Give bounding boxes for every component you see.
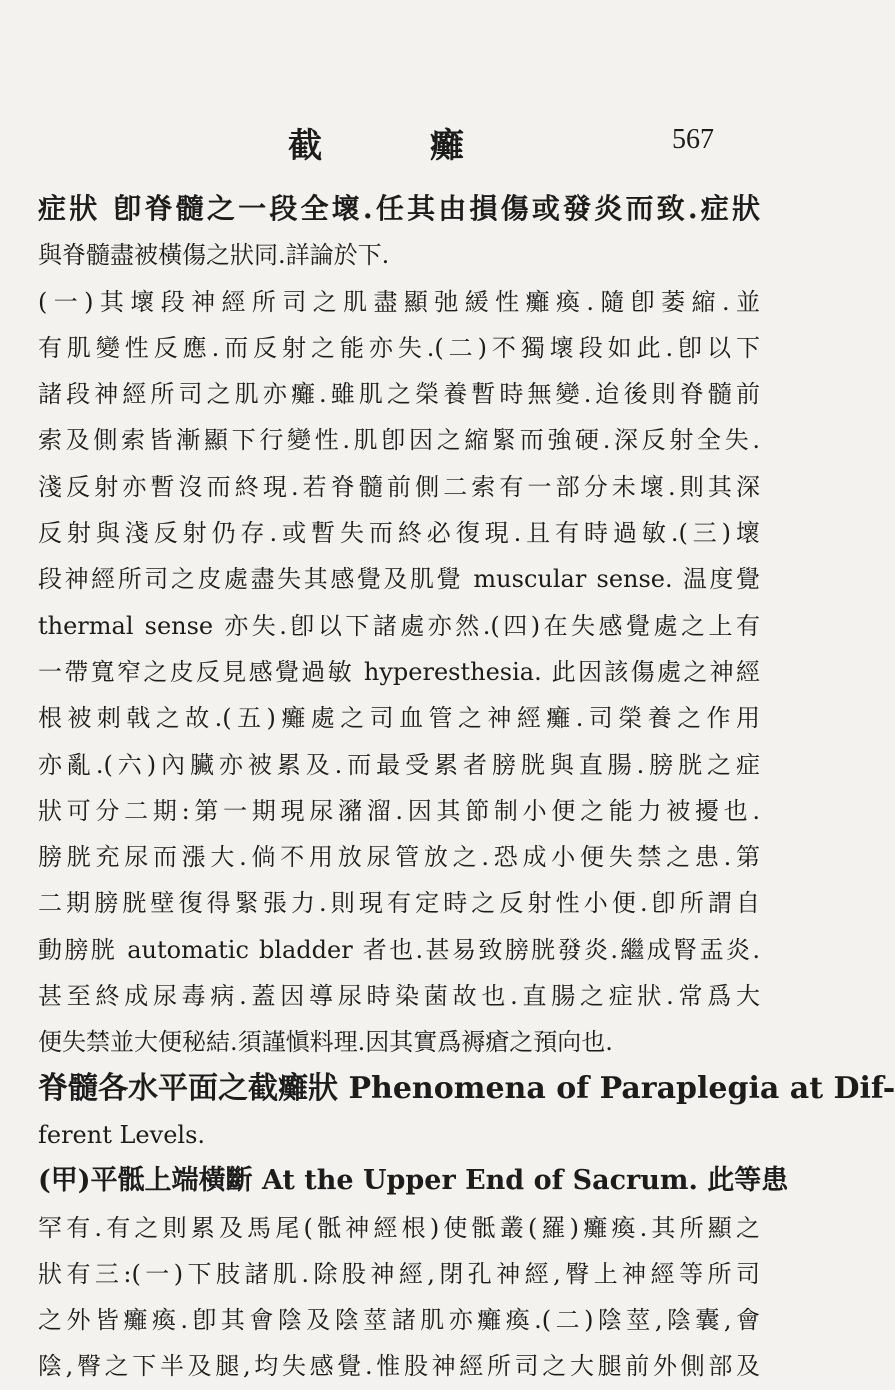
term: 症狀 卽脊髓之一段全壞.任其由損傷或發炎而致.症狀 <box>38 192 760 225</box>
text-line: 陰,臀之下半及腿,均失感覺.惟股神經所司之大腿前外側部及 <box>38 1352 760 1381</box>
text-line <box>38 186 760 232</box>
text-line: thermal sense 亦失.卽以下諸處亦然.(四)在失感覺處之上有 <box>38 611 760 640</box>
text-line: 動膀胱 automatic bladder 者也.甚易致膀胱發炎.繼成腎盂炎. <box>38 935 760 964</box>
body-text <box>38 186 895 1390</box>
text-line: 根被刺戟之故.(五)癱處之司血管之神經癱.司榮養之作用 <box>38 704 760 733</box>
section-heading-cont: ferent Levels. <box>38 1120 206 1149</box>
text-line: 甚至終成尿毒病.蓋因導尿時染菌故也.直腸之症狀.常爲大 <box>38 982 760 1011</box>
text-line: (一)其壞段神經所司之肌盡顯弛緩性癱瘓.隨卽萎縮.並 <box>38 287 760 316</box>
text-line: 亦亂.(六)內臟亦被累及.而最受累者膀胱與直腸.膀胱之症 <box>38 750 760 779</box>
text-line: 索及側索皆漸顯下行變性.肌卽因之縮緊而強硬.深反射全失. <box>38 426 760 455</box>
subhead-text: (甲)平骶上端橫斷 At the Upper End of Sacrum. 此等患 <box>38 1165 789 1197</box>
section-heading: 脊髓各水平面之截癱狀 Phenomena of Paraplegia at Dif- <box>38 1070 895 1106</box>
text-line: 狀有三:(一)下肢諸肌.除股神經,閉孔神經,臀上神經等所司 <box>38 1259 760 1288</box>
text-line: 便失禁並大便秘結.須謹愼料理.因其實爲褥瘡之預向也. <box>38 1028 613 1057</box>
page-number: 567 <box>672 124 714 155</box>
text-line: 反射與淺反射仍存.或暫失而終必復現.且有時過敏.(三)壞 <box>38 519 760 548</box>
subsection-heading <box>38 1158 789 1204</box>
text-line: 一帶寬窄之皮反見感覺過敏 hyperesthesia. 此因該傷處之神經 <box>38 657 760 686</box>
text-line: 與脊髓盡被橫傷之狀同.詳論於下. <box>38 241 390 270</box>
text-line: 淺反射亦暫沒而終現.若脊髓前側二索有一部分未壞.則其深 <box>38 472 760 501</box>
text-line: 段神經所司之皮處盡失其感覺及肌覺 muscular sense. 温度覺 <box>38 565 760 594</box>
text-line: 二期膀胱壁復得緊張力.則現有定時之反射性小便.卽所謂自 <box>38 889 760 918</box>
running-title: 截 癱 <box>288 126 512 166</box>
text-line: 狀可分二期:第一期現尿瀦溜.因其節制小便之能力被擾也. <box>38 796 760 825</box>
text-line: 諸段神經所司之肌亦癱.雖肌之榮養暫時無變.迨後則脊髓前 <box>38 380 760 409</box>
text-line: 之外皆癱瘓.卽其會陰及陰莖諸肌亦癱瘓.(二)陰莖,陰囊,會 <box>38 1306 760 1335</box>
text-line: 有肌變性反應.而反射之能亦失.(二)不獨壞段如此.卽以下 <box>38 333 760 362</box>
text-line: 膀胱充尿而漲大.倘不用放尿管放之.恐成小便失禁之患.第 <box>38 843 760 872</box>
text-line: 罕有.有之則累及馬尾(骶神經根)使骶叢(羅)癱瘓.其所顯之 <box>38 1213 760 1242</box>
